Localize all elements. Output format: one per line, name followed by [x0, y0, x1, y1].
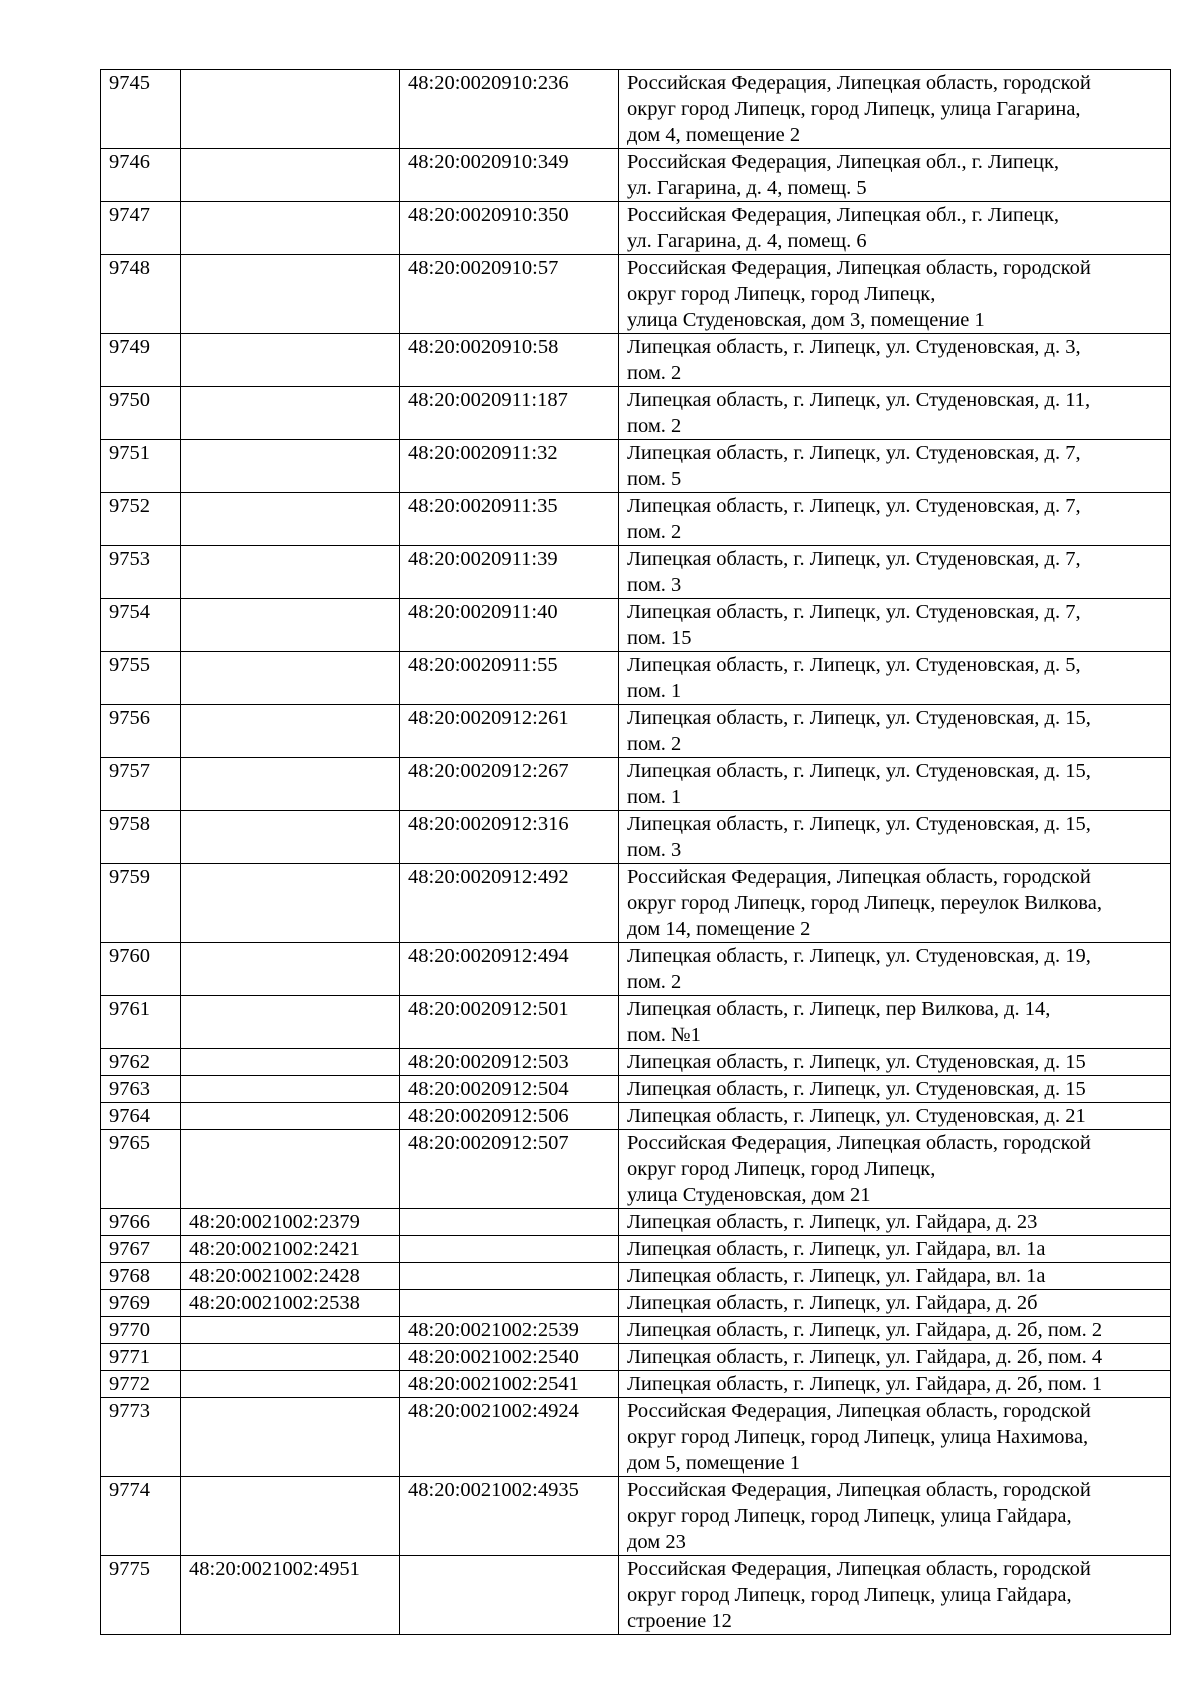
land-cadastral-number-cell: 48:20:0021002:4951 — [181, 1556, 400, 1635]
object-cadastral-number-cell: 48:20:0020911:40 — [400, 599, 619, 652]
table-row — [101, 1290, 1171, 1317]
object-cadastral-number-cell: 48:20:0020910:236 — [400, 70, 619, 149]
row-number-cell: 9759 — [101, 864, 181, 943]
land-cadastral-number-cell — [181, 652, 400, 705]
land-cadastral-number-cell — [181, 440, 400, 493]
land-cadastral-number-cell — [181, 943, 400, 996]
address-cell: Липецкая область, г. Липецк, ул. Студеновская, д. 11, пом. 2 — [619, 387, 1171, 440]
row-number-cell: 9773 — [101, 1398, 181, 1477]
object-cadastral-number-cell: 48:20:0020912:504 — [400, 1076, 619, 1103]
object-cadastral-number-cell: 48:20:0020912:267 — [400, 758, 619, 811]
land-cadastral-number-cell — [181, 1103, 400, 1130]
row-number-cell: 9771 — [101, 1344, 181, 1371]
row-number-cell: 9750 — [101, 387, 181, 440]
address-cell: Липецкая область, г. Липецк, ул. Студеновская, д. 7, пом. 3 — [619, 546, 1171, 599]
object-cadastral-number-cell: 48:20:0021002:4924 — [400, 1398, 619, 1477]
row-number-cell: 9745 — [101, 70, 181, 149]
address-cell: Российская Федерация, Липецкая область, городской округ город Липецк, город Липецк, улица Студеновская, дом 3, помещение 1 — [619, 255, 1171, 334]
object-cadastral-number-cell: 48:20:0020912:316 — [400, 811, 619, 864]
table-row — [101, 149, 1171, 202]
address-cell: Российская Федерация, Липецкая область, городской округ город Липецк, город Липецк, улица Студеновская, дом 21 — [619, 1130, 1171, 1209]
address-cell: Липецкая область, г. Липецк, ул. Студеновская, д. 7, пом. 2 — [619, 493, 1171, 546]
row-number-cell: 9770 — [101, 1317, 181, 1344]
address-cell: Липецкая область, г. Липецк, ул. Студеновская, д. 15, пом. 3 — [619, 811, 1171, 864]
table-row — [101, 1236, 1171, 1263]
table-row — [101, 387, 1171, 440]
row-number-cell: 9763 — [101, 1076, 181, 1103]
land-cadastral-number-cell — [181, 255, 400, 334]
table-row — [101, 493, 1171, 546]
table-row — [101, 811, 1171, 864]
address-cell: Липецкая область, г. Липецк, ул. Гайдара, д. 2б, пом. 1 — [619, 1371, 1171, 1398]
address-cell: Российская Федерация, Липецкая область, городской округ город Липецк, город Липецк, улица Гагарина, дом 4, помещение 2 — [619, 70, 1171, 149]
address-cell: Липецкая область, г. Липецк, ул. Гайдара, д. 23 — [619, 1209, 1171, 1236]
table-row — [101, 70, 1171, 149]
table-row — [101, 758, 1171, 811]
row-number-cell: 9765 — [101, 1130, 181, 1209]
object-cadastral-number-cell: 48:20:0020911:187 — [400, 387, 619, 440]
table-row — [101, 1371, 1171, 1398]
land-cadastral-number-cell — [181, 70, 400, 149]
table-row — [101, 255, 1171, 334]
table-row — [101, 1103, 1171, 1130]
object-cadastral-number-cell: 48:20:0021002:2541 — [400, 1371, 619, 1398]
row-number-cell: 9767 — [101, 1236, 181, 1263]
object-cadastral-number-cell — [400, 1209, 619, 1236]
land-cadastral-number-cell — [181, 149, 400, 202]
row-number-cell: 9772 — [101, 1371, 181, 1398]
table-row — [101, 652, 1171, 705]
address-cell: Российская Федерация, Липецкая обл., г. Липецк, ул. Гагарина, д. 4, помещ. 5 — [619, 149, 1171, 202]
address-cell: Липецкая область, г. Липецк, ул. Студеновская, д. 15, пом. 1 — [619, 758, 1171, 811]
row-number-cell: 9769 — [101, 1290, 181, 1317]
land-cadastral-number-cell — [181, 705, 400, 758]
object-cadastral-number-cell: 48:20:0021002:4935 — [400, 1477, 619, 1556]
registry-table-body — [101, 70, 1171, 1635]
registry-table — [100, 69, 1171, 1635]
table-row — [101, 1130, 1171, 1209]
land-cadastral-number-cell — [181, 996, 400, 1049]
land-cadastral-number-cell — [181, 546, 400, 599]
row-number-cell: 9748 — [101, 255, 181, 334]
object-cadastral-number-cell: 48:20:0021002:2540 — [400, 1344, 619, 1371]
object-cadastral-number-cell: 48:20:0020910:57 — [400, 255, 619, 334]
object-cadastral-number-cell: 48:20:0021002:2539 — [400, 1317, 619, 1344]
table-row — [101, 1344, 1171, 1371]
address-cell: Липецкая область, г. Липецк, ул. Студеновская, д. 7, пом. 5 — [619, 440, 1171, 493]
table-row — [101, 334, 1171, 387]
address-cell: Липецкая область, г. Липецк, ул. Студеновская, д. 19, пом. 2 — [619, 943, 1171, 996]
land-cadastral-number-cell — [181, 758, 400, 811]
object-cadastral-number-cell: 48:20:0020911:39 — [400, 546, 619, 599]
land-cadastral-number-cell — [181, 1344, 400, 1371]
table-row — [101, 705, 1171, 758]
land-cadastral-number-cell: 48:20:0021002:2538 — [181, 1290, 400, 1317]
land-cadastral-number-cell — [181, 1076, 400, 1103]
address-cell: Липецкая область, г. Липецк, ул. Студеновская, д. 3, пом. 2 — [619, 334, 1171, 387]
land-cadastral-number-cell — [181, 811, 400, 864]
row-number-cell: 9755 — [101, 652, 181, 705]
row-number-cell: 9747 — [101, 202, 181, 255]
address-cell: Липецкая область, г. Липецк, ул. Гайдара, вл. 1а — [619, 1263, 1171, 1290]
address-cell: Липецкая область, г. Липецк, ул. Гайдара, д. 2б, пом. 2 — [619, 1317, 1171, 1344]
land-cadastral-number-cell — [181, 1049, 400, 1076]
object-cadastral-number-cell: 48:20:0020912:506 — [400, 1103, 619, 1130]
land-cadastral-number-cell — [181, 864, 400, 943]
row-number-cell: 9761 — [101, 996, 181, 1049]
land-cadastral-number-cell: 48:20:0021002:2428 — [181, 1263, 400, 1290]
land-cadastral-number-cell — [181, 202, 400, 255]
row-number-cell: 9766 — [101, 1209, 181, 1236]
address-cell: Липецкая область, г. Липецк, ул. Студеновская, д. 5, пом. 1 — [619, 652, 1171, 705]
object-cadastral-number-cell — [400, 1290, 619, 1317]
table-row — [101, 202, 1171, 255]
row-number-cell: 9751 — [101, 440, 181, 493]
object-cadastral-number-cell: 48:20:0020910:349 — [400, 149, 619, 202]
object-cadastral-number-cell: 48:20:0020911:35 — [400, 493, 619, 546]
table-row — [101, 599, 1171, 652]
table-row — [101, 1209, 1171, 1236]
table-row — [101, 1049, 1171, 1076]
address-cell: Липецкая область, г. Липецк, ул. Студеновская, д. 15 — [619, 1049, 1171, 1076]
object-cadastral-number-cell: 48:20:0020910:58 — [400, 334, 619, 387]
address-cell: Российская Федерация, Липецкая обл., г. Липецк, ул. Гагарина, д. 4, помещ. 6 — [619, 202, 1171, 255]
object-cadastral-number-cell: 48:20:0020911:55 — [400, 652, 619, 705]
land-cadastral-number-cell — [181, 599, 400, 652]
land-cadastral-number-cell — [181, 1477, 400, 1556]
table-row — [101, 1317, 1171, 1344]
row-number-cell: 9768 — [101, 1263, 181, 1290]
table-row — [101, 943, 1171, 996]
row-number-cell: 9746 — [101, 149, 181, 202]
row-number-cell: 9774 — [101, 1477, 181, 1556]
address-cell: Липецкая область, г. Липецк, ул. Гайдара, д. 2б, пом. 4 — [619, 1344, 1171, 1371]
address-cell: Липецкая область, г. Липецк, ул. Студеновская, д. 15 — [619, 1076, 1171, 1103]
land-cadastral-number-cell — [181, 387, 400, 440]
row-number-cell: 9752 — [101, 493, 181, 546]
object-cadastral-number-cell: 48:20:0020912:492 — [400, 864, 619, 943]
land-cadastral-number-cell: 48:20:0021002:2421 — [181, 1236, 400, 1263]
object-cadastral-number-cell — [400, 1556, 619, 1635]
address-cell: Липецкая область, г. Липецк, ул. Гайдара, вл. 1а — [619, 1236, 1171, 1263]
row-number-cell: 9764 — [101, 1103, 181, 1130]
table-row — [101, 546, 1171, 599]
row-number-cell: 9760 — [101, 943, 181, 996]
address-cell: Российская Федерация, Липецкая область, городской округ город Липецк, город Липецк, улица Нахимова, дом 5, помещение 1 — [619, 1398, 1171, 1477]
row-number-cell: 9749 — [101, 334, 181, 387]
object-cadastral-number-cell: 48:20:0020912:501 — [400, 996, 619, 1049]
land-cadastral-number-cell — [181, 1317, 400, 1344]
row-number-cell: 9753 — [101, 546, 181, 599]
address-cell: Липецкая область, г. Липецк, ул. Студеновская, д. 7, пом. 15 — [619, 599, 1171, 652]
object-cadastral-number-cell: 48:20:0020911:32 — [400, 440, 619, 493]
row-number-cell: 9762 — [101, 1049, 181, 1076]
land-cadastral-number-cell — [181, 1398, 400, 1477]
row-number-cell: 9758 — [101, 811, 181, 864]
land-cadastral-number-cell — [181, 1130, 400, 1209]
address-cell: Российская Федерация, Липецкая область, городской округ город Липецк, город Липецк, улица Гайдара, строение 12 — [619, 1556, 1171, 1635]
land-cadastral-number-cell — [181, 493, 400, 546]
address-cell: Российская Федерация, Липецкая область, городской округ город Липецк, город Липецк, переулок Вилкова, дом 14, помещение 2 — [619, 864, 1171, 943]
row-number-cell: 9775 — [101, 1556, 181, 1635]
object-cadastral-number-cell: 48:20:0020912:494 — [400, 943, 619, 996]
object-cadastral-number-cell: 48:20:0020910:350 — [400, 202, 619, 255]
land-cadastral-number-cell: 48:20:0021002:2379 — [181, 1209, 400, 1236]
table-row — [101, 440, 1171, 493]
row-number-cell: 9757 — [101, 758, 181, 811]
object-cadastral-number-cell: 48:20:0020912:503 — [400, 1049, 619, 1076]
address-cell: Липецкая область, г. Липецк, пер Вилкова, д. 14, пом. №1 — [619, 996, 1171, 1049]
land-cadastral-number-cell — [181, 1371, 400, 1398]
row-number-cell: 9756 — [101, 705, 181, 758]
land-cadastral-number-cell — [181, 334, 400, 387]
table-row — [101, 1076, 1171, 1103]
table-row — [101, 1556, 1171, 1635]
address-cell: Российская Федерация, Липецкая область, городской округ город Липецк, город Липецк, улица Гайдара, дом 23 — [619, 1477, 1171, 1556]
table-row — [101, 864, 1171, 943]
object-cadastral-number-cell — [400, 1263, 619, 1290]
table-row — [101, 1398, 1171, 1477]
address-cell: Липецкая область, г. Липецк, ул. Гайдара, д. 2б — [619, 1290, 1171, 1317]
address-cell: Липецкая область, г. Липецк, ул. Студеновская, д. 15, пом. 2 — [619, 705, 1171, 758]
table-row — [101, 1477, 1171, 1556]
object-cadastral-number-cell: 48:20:0020912:507 — [400, 1130, 619, 1209]
object-cadastral-number-cell — [400, 1236, 619, 1263]
object-cadastral-number-cell: 48:20:0020912:261 — [400, 705, 619, 758]
table-row — [101, 1263, 1171, 1290]
table-row — [101, 996, 1171, 1049]
row-number-cell: 9754 — [101, 599, 181, 652]
address-cell: Липецкая область, г. Липецк, ул. Студеновская, д. 21 — [619, 1103, 1171, 1130]
